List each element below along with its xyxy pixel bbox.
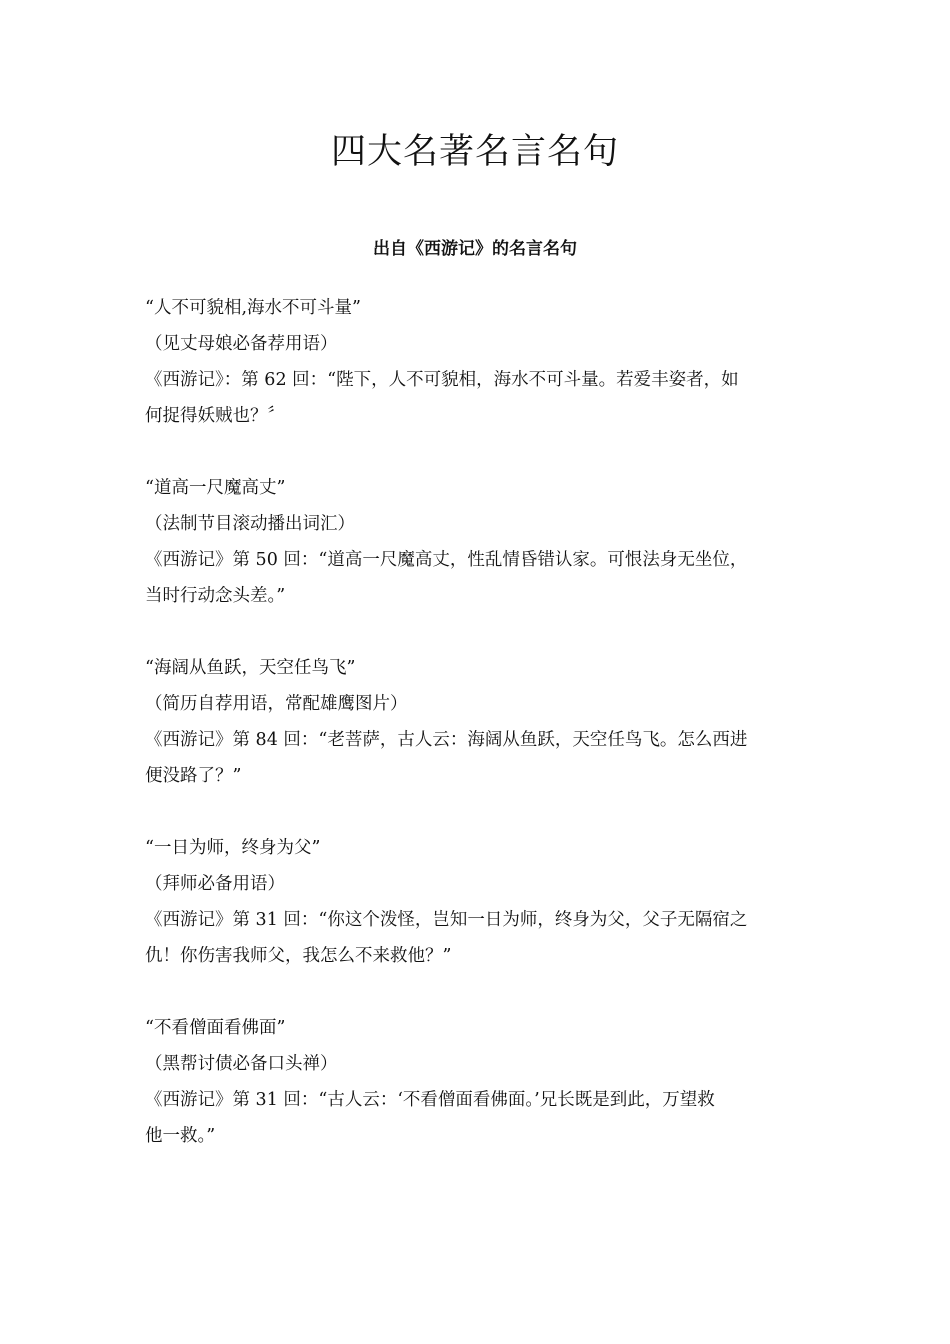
quote-source-line: 当时行动念头差。” — [145, 586, 286, 606]
quote-usage: （简历自荐用语，常配雄鹰图片） — [145, 694, 408, 714]
quote-source-line: 《西游记》：第 62 回：“陛下，人不可貌相，海水不可斗量。若爱丰姿者，如 — [145, 370, 739, 390]
quote-source-line: 便没路了？” — [145, 766, 242, 786]
quote-list — [145, 290, 810, 1190]
quote-source-line: 《西游记》第 31 回：“古人云：‘不看僧面看佛面。’兄长既是到此，万望救 — [145, 1090, 715, 1110]
quote-phrase: “人不可貌相,海水不可斗量” — [145, 298, 361, 318]
quote-source-line: 他一救。” — [145, 1126, 216, 1146]
quote-source-line: 《西游记》第 84 回：“老菩萨，古人云：海阔从鱼跃，天空任鸟飞。怎么西进 — [145, 730, 748, 750]
quote-phrase: “不看僧面看佛面” — [145, 1018, 286, 1038]
section-title: 出自《西游记》的名言名句 — [373, 239, 577, 259]
quote-entry — [145, 1010, 810, 1154]
quote-entry — [145, 650, 810, 794]
quote-usage: （黑帮讨债必备口头禅） — [145, 1054, 338, 1074]
quote-entry — [145, 470, 810, 614]
quote-source-line: 《西游记》第 31 回：“你这个泼怪，岂知一日为师，终身为父，父子无隔宿之 — [145, 910, 748, 930]
quote-entry — [145, 830, 810, 974]
quote-phrase: “海阔从鱼跃，天空任鸟飞” — [145, 658, 356, 678]
quote-entry — [145, 290, 810, 434]
quote-source-line: 仇！你伤害我师父，我怎么不来救他？” — [145, 946, 452, 966]
quote-usage: （法制节目滚动播出词汇） — [145, 514, 355, 534]
quote-phrase: “一日为师，终身为父” — [145, 838, 321, 858]
quote-usage: （拜师必备用语） — [145, 874, 285, 894]
quote-usage: （见丈母娘必备荐用语） — [145, 334, 338, 354]
quote-phrase: “道高一尺魔高丈” — [145, 478, 286, 498]
quote-source-line: 《西游记》第 50 回：“道高一尺魔高丈，性乱情昏错认家。可恨法身无坐位， — [145, 550, 748, 570]
page-title: 四大名著名言名句 — [330, 132, 619, 172]
quote-source-line: 何捉得妖贼也？〞 — [145, 406, 285, 426]
